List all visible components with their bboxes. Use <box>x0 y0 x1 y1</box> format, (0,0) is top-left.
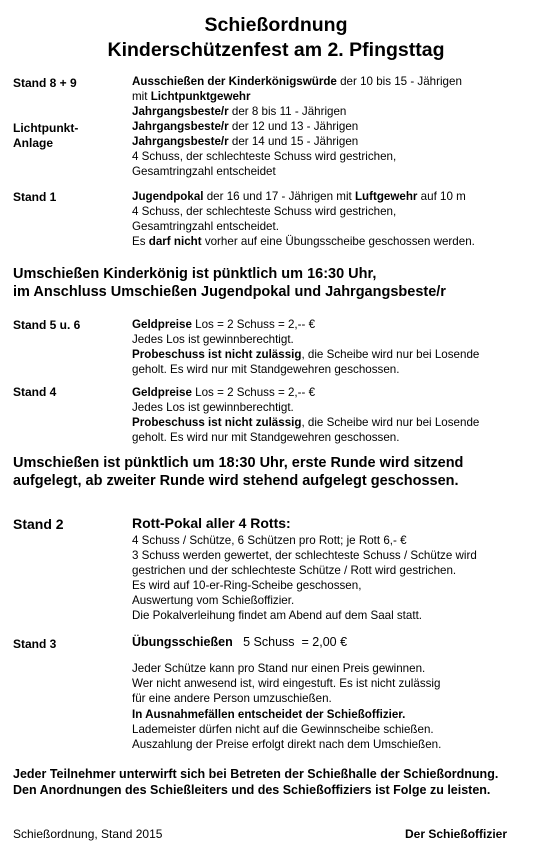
page-subtitle: Kinderschützenfest am 2. Pfingsttag <box>107 39 445 61</box>
notice-18-30-line2: aufgelegt, ab zweiter Runde wird stehend aufgelegt geschossen. <box>13 473 459 489</box>
text-line: 4 Schuss, der schlechteste Schuss wird gestrichen, <box>132 205 397 218</box>
text-line: Gesamtringzahl entscheidet <box>132 165 276 178</box>
text-line: Es darf nicht vorher auf eine Übungsscheibe geschossen werden. <box>132 235 475 248</box>
page-title: Schießordnung <box>204 14 348 36</box>
text-line: 4 Schuss / Schütze, 6 Schützen pro Rott; je Rott 6,- € <box>132 534 407 547</box>
lichtpunkt-label-1: Lichtpunkt- <box>13 121 79 135</box>
text-line: Lademeister dürfen nicht auf die Gewinnscheibe schießen. <box>132 723 434 736</box>
text-line: In Ausnahmefällen entscheidet der Schießoffizier. <box>132 708 406 721</box>
stand-3-label: Stand 3 <box>13 637 57 651</box>
text-line: Ausschießen der Kinderkönigswürde der 10 bis 15 - Jährigen <box>132 75 462 88</box>
text-line: Geldpreise Los = 2 Schuss = 2,-- € <box>132 318 316 331</box>
lichtpunkt-label-2: Anlage <box>13 136 54 150</box>
text-line: 3 Schuss werden gewertet, der schlechteste Schuss / Schütze wird <box>132 549 477 562</box>
stand-5-6-label: Stand 5 u. 6 <box>13 318 81 332</box>
footer-rule-1: Jeder Teilnehmer unterwirft sich bei Betreten der Schießhalle der Schießordnung. <box>13 767 499 781</box>
text-line: Auswertung vom Schießoffizier. <box>132 594 295 607</box>
notice-16-30-line2: im Anschluss Umschießen Jugendpokal und Jahrgangsbeste/r <box>13 284 446 300</box>
notice-18-30: Umschießen ist pünktlich um 18:30 Uhr, erste Runde wird sitzend <box>13 455 464 471</box>
sign-right: Der Schießoffizier <box>405 827 508 841</box>
text-line: Jahrgangsbeste/r der 8 bis 11 - Jährigen <box>132 105 347 118</box>
text-line: Jedes Los ist gewinnberechtigt. <box>132 333 294 346</box>
text-line: Die Pokalverleihung findet am Abend auf dem Saal statt. <box>132 609 423 622</box>
text-line: Jahrgangsbeste/r der 12 und 13 - Jährigen <box>132 120 359 133</box>
footer-rule-2: Den Anordnungen des Schießleiters und des Schießoffiziers ist Folge zu leisten. <box>13 783 491 797</box>
stand-8-9-label: Stand 8 + 9 <box>13 76 77 90</box>
text-line: Geldpreise Los = 2 Schuss = 2,-- € <box>132 386 316 399</box>
text-line: Es wird auf 10-er-Ring-Scheibe geschossen, <box>132 579 362 592</box>
text-line: Gesamtringzahl entscheidet. <box>132 220 279 233</box>
text-line: Auszahlung der Preise erfolgt direkt nach dem Umschießen. <box>132 738 442 751</box>
text-line: Probeschuss ist nicht zulässig, die Scheibe wird nur bei Losende <box>132 416 480 429</box>
text-line: Jahrgangsbeste/r der 14 und 15 - Jährigen <box>132 135 359 148</box>
stand-1-label: Stand 1 <box>13 190 57 204</box>
text-line: Jeder Schütze kann pro Stand nur einen Preis gewinnen. <box>132 662 426 675</box>
stand-2-label: Stand 2 <box>13 516 64 532</box>
text-line: Jugendpokal der 16 und 17 - Jährigen mit Luftgewehr auf 10 m <box>132 190 466 203</box>
text-line: Wer nicht anwesend ist, wird eingestuft. Es ist nicht zulässig <box>132 677 441 690</box>
text-line: geholt. Es wird nur mit Standgewehren geschossen. <box>132 363 400 376</box>
text-line: Probeschuss ist nicht zulässig, die Scheibe wird nur bei Losende <box>132 348 480 361</box>
text-line: für eine andere Person umzuschießen. <box>132 692 332 705</box>
text-line: 4 Schuss, der schlechteste Schuss wird gestrichen, <box>132 150 397 163</box>
text-line: Jedes Los ist gewinnberechtigt. <box>132 401 294 414</box>
notice-16-30: Umschießen Kinderkönig ist pünktlich um 16:30 Uhr, <box>13 266 377 282</box>
sign-left: Schießordnung, Stand 2015 <box>13 827 163 841</box>
stand-4-label: Stand 4 <box>13 385 57 399</box>
text-line: geholt. Es wird nur mit Standgewehren geschossen. <box>132 431 400 444</box>
uebungsschiessen-heading: Übungsschießen 5 Schuss = 2,00 € <box>132 635 348 649</box>
text-line: gestrichen und der schlechteste Schütze / Rott wird gestrichen. <box>132 564 457 577</box>
text-line: mit Lichtpunktgewehr <box>132 90 251 103</box>
rott-pokal-heading: Rott-Pokal aller 4 Rotts: <box>132 515 291 531</box>
